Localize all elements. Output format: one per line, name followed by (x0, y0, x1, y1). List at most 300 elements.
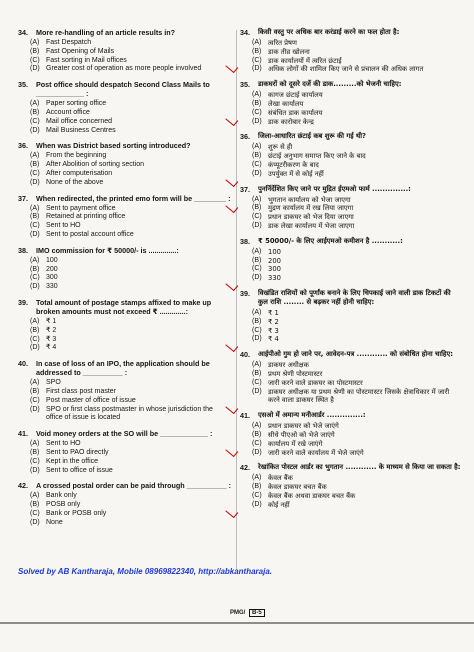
option-text: After computerisation (46, 169, 113, 177)
option-row (252, 48, 462, 57)
option-text: Bank or POSB only (46, 509, 107, 517)
option-label: (A) (30, 152, 40, 160)
option-row (30, 327, 236, 336)
option-label: (A) (30, 100, 40, 108)
question-heading (18, 141, 236, 150)
option-label: (D) (252, 221, 262, 229)
option-row (252, 274, 462, 283)
option-row (252, 422, 462, 431)
option-text: 100 (268, 247, 281, 256)
option-text: डाकघर अधीक्षक या प्रथम श्रेणी का पोस्टमास्टर जिसके क्षेत्राधिकार में जारी करने वाला डाकघर स्थित है (268, 387, 450, 405)
option-label: (A) (252, 247, 262, 255)
option-text: केवल बैंक अथवा डाकघर बचत बैंक (268, 491, 356, 500)
option-label: (D) (252, 500, 262, 508)
option-label: (B) (252, 430, 262, 438)
question-heading (240, 350, 462, 359)
option-row (252, 492, 462, 501)
option-row (252, 265, 462, 274)
question-number: 34. (18, 28, 28, 37)
option-label: (B) (30, 265, 40, 273)
option-text: Sent to HO (46, 440, 81, 448)
option-text: ₹ 4 (268, 335, 279, 344)
option-list (252, 309, 462, 344)
option-label: (D) (30, 466, 40, 474)
option-row (30, 205, 236, 214)
option-row (30, 65, 236, 74)
option-text: 200 (268, 256, 281, 265)
option-label: (C) (30, 335, 40, 343)
option-label: (A) (30, 379, 40, 387)
option-row (30, 274, 236, 283)
option-row (30, 283, 236, 292)
option-label: (C) (252, 265, 262, 273)
option-label: (C) (252, 108, 262, 116)
option-label: (B) (252, 483, 262, 491)
option-text: डाक तीव्र खोलना (268, 47, 310, 56)
option-text: संबंधित डाक कार्यालय (268, 108, 323, 117)
option-row (30, 257, 236, 266)
option-row (252, 118, 462, 127)
option-text: जारी करने वाले डाकघर का पोस्टमास्टर (268, 378, 363, 387)
option-label: (D) (30, 178, 40, 186)
option-text: प्रधान डाकघर को भेजे जाएंगे (268, 422, 339, 431)
option-row (30, 467, 236, 476)
option-label: (B) (252, 99, 262, 107)
question-number: 40. (240, 350, 250, 360)
option-label: (D) (252, 274, 262, 282)
option-label: (D) (30, 344, 40, 352)
option-row (30, 152, 236, 161)
option-label: (D) (252, 65, 262, 73)
question-block (18, 194, 236, 240)
option-row (30, 458, 236, 467)
option-text: जारी करने वाले कार्यालय में भेजे जाएंगे (268, 448, 364, 457)
option-text: ₹ 3 (46, 335, 57, 343)
option-row (252, 327, 462, 336)
question-text: A crossed postal order can be paid through __________ : (36, 481, 232, 491)
question-heading (240, 289, 462, 307)
option-text: छंटाई अनुभाग समाप्त किए जाने के बाद (268, 152, 366, 161)
option-label: (A) (252, 91, 262, 99)
question-number: 38. (18, 245, 28, 255)
option-label: (A) (30, 492, 40, 500)
option-text: Retained at printing office (46, 213, 126, 221)
option-row (252, 361, 462, 370)
option-row (252, 388, 462, 406)
question-number: 41. (18, 429, 28, 439)
question-text: Total amount of postage stamps affixed to make up broken amounts must not exceed ₹ .............: (36, 297, 212, 316)
question-number: 35. (240, 80, 250, 90)
option-text: Mail Business Centres (46, 126, 116, 134)
question-block (18, 429, 236, 475)
option-row (30, 266, 236, 275)
option-text: कंप्यूटरीकरण के बाद (268, 160, 319, 169)
question-heading (240, 237, 462, 246)
option-label: (B) (30, 108, 40, 116)
question-text: Void money orders at the SO will be ____________ : (36, 429, 213, 439)
option-label: (B) (30, 47, 40, 55)
question-text: रेखांकित पोस्टल आर्डर का भुगतान ............ के माध्यम से किया जा सकता है: (258, 463, 461, 472)
question-text: एसओ में अमान्य मनीआर्डर ..............: (258, 411, 366, 420)
option-label: (A) (30, 204, 40, 212)
option-label: (B) (252, 317, 262, 325)
option-text: Sent to postal account office (46, 230, 134, 238)
question-number: 36. (240, 132, 250, 142)
option-row (252, 370, 462, 379)
option-label: (D) (252, 335, 262, 343)
option-row (30, 501, 236, 510)
option-text: 330 (46, 283, 58, 291)
question-text: पुनर्निर्देशित किए जाने पर मुद्रित ईएमओ फार्म ..............: (258, 184, 411, 193)
option-row (30, 57, 236, 66)
question-heading (240, 132, 462, 141)
question-number: 36. (18, 141, 28, 151)
option-row (252, 440, 462, 449)
scan-edge (0, 622, 474, 624)
option-text: ₹ 1 (46, 317, 57, 325)
option-row (30, 213, 236, 222)
question-block (18, 141, 236, 187)
option-row (252, 483, 462, 492)
question-text: डाकघरों को दूसरे दर्जे की डाक.........को भेजनी चाहिए: (258, 80, 402, 89)
option-label: (A) (30, 317, 40, 325)
option-text: Fast sorting in Mail offices (46, 56, 127, 64)
option-text: केवल बैंक (268, 474, 293, 483)
option-row (30, 170, 236, 179)
option-text: ₹ 3 (268, 326, 279, 335)
question-block (18, 28, 236, 74)
option-row (252, 204, 462, 213)
option-text: लेखा कार्यालय (268, 99, 304, 108)
question-text: When redirected, the printed emo form will be ________ : (36, 193, 231, 203)
option-row (30, 100, 236, 109)
option-label: (C) (252, 56, 262, 64)
option-text: Account office (46, 108, 90, 116)
option-row (30, 318, 236, 327)
option-text: ₹ 2 (268, 317, 279, 326)
option-row (252, 91, 462, 100)
option-row (252, 222, 462, 231)
option-row (30, 231, 236, 240)
option-text: None (46, 518, 63, 526)
option-text: First class post master (46, 387, 117, 395)
option-list (30, 100, 236, 135)
option-text: ₹ 2 (46, 326, 57, 334)
option-list (30, 318, 236, 353)
option-row (30, 388, 236, 397)
option-list (252, 196, 462, 231)
question-number: 39. (240, 288, 250, 298)
option-label: (C) (252, 439, 262, 447)
option-row (252, 379, 462, 388)
option-row (30, 39, 236, 48)
option-text: ₹ 4 (46, 344, 57, 352)
option-list (30, 39, 236, 74)
question-text: विखंडित राशियों को पूर्णांक बनाने के लिए चिपकाई जाने वाली डाक टिकटों की कुल राशि ........ से बढ़कर नहीं होनी चाहिए: (258, 288, 451, 306)
question-heading (240, 185, 462, 194)
option-row (30, 519, 236, 528)
question-number: 41. (240, 411, 250, 421)
option-row (252, 143, 462, 152)
option-row (30, 222, 236, 231)
option-text: 200 (46, 265, 58, 273)
option-text: Kept in the office (46, 457, 99, 465)
option-label: (C) (252, 160, 262, 168)
option-list (30, 205, 236, 240)
option-row (30, 379, 236, 388)
option-list (252, 143, 462, 178)
question-block (240, 28, 462, 74)
option-text: भुगतान कार्यालय को भेजा जाएगा (268, 195, 351, 204)
question-heading (18, 194, 236, 203)
option-row (30, 510, 236, 519)
question-number: 40. (18, 359, 28, 369)
option-text: प्रधान डाकघर को भेज दिया जाएगा (268, 213, 354, 222)
question-block (240, 132, 462, 178)
option-row (252, 161, 462, 170)
question-number: 42. (240, 463, 250, 473)
option-row (30, 440, 236, 449)
option-row (252, 335, 462, 344)
option-label: (B) (30, 326, 40, 334)
question-block (240, 411, 462, 457)
option-label: (D) (252, 169, 262, 177)
option-text: 330 (268, 274, 281, 283)
question-block (240, 463, 462, 509)
option-label: (A) (252, 474, 262, 482)
option-text: कार्यालय में रखे जाएंगे (268, 439, 323, 448)
question-heading (18, 429, 236, 438)
option-row (30, 449, 236, 458)
option-row (252, 152, 462, 161)
option-label: (B) (252, 152, 262, 160)
option-list (30, 492, 236, 527)
question-heading (18, 28, 236, 37)
option-label: (C) (252, 491, 262, 499)
option-text: Sent to payment office (46, 204, 116, 212)
question-heading (240, 28, 462, 37)
option-label: (A) (30, 256, 40, 264)
option-label: (D) (252, 387, 262, 395)
column-divider (236, 30, 237, 570)
option-text: Greater cost of operation as more people involved (46, 65, 202, 73)
option-label: (B) (30, 501, 40, 509)
option-text: POSB only (46, 501, 81, 509)
question-text: आईपीओ गुम हो जाने पर, आवेदन-पत्र ............ को संबोधित होना चाहिए: (258, 350, 453, 359)
option-row (30, 397, 236, 406)
option-list (30, 152, 236, 187)
option-list (30, 440, 236, 475)
option-list (30, 257, 236, 292)
option-label: (C) (252, 378, 262, 386)
option-row (252, 449, 462, 458)
option-text: कागज छंटाई कार्यालय (268, 91, 323, 100)
option-text: Mail office concerned (46, 117, 113, 125)
option-row (252, 318, 462, 327)
option-text: Post master of office of issue (46, 396, 136, 404)
option-row (252, 248, 462, 257)
option-text: शुरू से ही (268, 143, 293, 152)
option-text: डाक कारोबार केन्द्र (268, 117, 314, 126)
option-text: Sent to office of issue (46, 466, 113, 474)
option-label: (B) (30, 213, 40, 221)
option-text: उपर्युक्त में से कोई नहीं (268, 169, 324, 178)
question-heading (18, 298, 236, 316)
question-text: IMO commission for ₹ 50000/- is ..............: (36, 245, 179, 255)
option-row (252, 474, 462, 483)
question-heading (240, 80, 462, 89)
option-label: (C) (30, 509, 40, 517)
option-label: (C) (252, 326, 262, 334)
option-label: (C) (30, 274, 40, 282)
option-label: (B) (252, 204, 262, 212)
question-block (18, 246, 236, 292)
question-text: In case of loss of an IPO, the application should be addressed to __________ : (36, 359, 210, 378)
page-code (230, 610, 265, 616)
option-list (252, 422, 462, 457)
option-text: त्वरित प्रेषण (268, 39, 297, 47)
option-text: मुद्रण कार्यालय में रख लिया जाएगा (268, 204, 354, 213)
option-row (252, 170, 462, 179)
option-text: प्रथम श्रेणी पोस्टमास्टर (268, 369, 323, 378)
question-number: 37. (240, 184, 250, 194)
question-block (240, 289, 462, 344)
option-label: (C) (30, 457, 40, 465)
option-label: (D) (252, 448, 262, 456)
option-row (30, 406, 236, 424)
option-row (30, 161, 236, 170)
option-label: (D) (252, 117, 262, 125)
question-text: ₹ 50000/- के लिए आईएमओ कमीशन है ...........: (258, 236, 403, 245)
option-row (30, 48, 236, 57)
question-number: 34. (240, 28, 250, 37)
option-list (30, 379, 236, 423)
option-row (252, 501, 462, 510)
option-text: 300 (46, 274, 58, 282)
question-heading (18, 80, 236, 98)
option-label: (C) (252, 213, 262, 221)
question-heading (18, 359, 236, 377)
option-text: Bank only (46, 492, 77, 500)
option-row (252, 257, 462, 266)
option-text: डाक लेखा कार्यालय में भेजा जाएगा (268, 221, 355, 230)
option-row (30, 118, 236, 127)
option-text: ₹ 1 (268, 308, 279, 317)
option-list (252, 39, 462, 74)
option-text: Sent to HO (46, 222, 81, 230)
option-label: (C) (30, 396, 40, 404)
option-label: (C) (30, 169, 40, 177)
option-text: सीधे पीएओ को भेजे जाएंगे (268, 430, 335, 439)
option-row (30, 492, 236, 501)
question-text: More re-handling of an article results in? (36, 28, 175, 37)
option-text: None of the above (46, 178, 104, 186)
option-label: (B) (30, 448, 40, 456)
option-label: (A) (252, 308, 262, 316)
question-heading (240, 411, 462, 420)
question-number: 38. (240, 236, 250, 246)
option-label: (A) (30, 440, 40, 448)
option-text: SPO (46, 379, 61, 387)
option-label: (A) (252, 39, 262, 46)
option-text: Sent to PAO directly (46, 448, 109, 456)
option-row (30, 344, 236, 353)
option-row (30, 179, 236, 188)
option-label: (B) (30, 161, 40, 169)
option-row (30, 127, 236, 136)
option-label: (D) (30, 230, 40, 238)
option-list (252, 361, 462, 405)
option-row (252, 65, 462, 74)
option-list (252, 474, 462, 509)
question-number: 42. (18, 481, 28, 491)
question-number: 37. (18, 193, 28, 203)
question-number: 35. (18, 80, 28, 90)
option-text: After Abolition of sorting section (46, 161, 145, 169)
option-label: (A) (30, 39, 40, 46)
option-label: (C) (30, 56, 40, 64)
option-label: (A) (252, 143, 262, 151)
option-text: Fast Despatch (46, 39, 92, 46)
option-row (252, 39, 462, 48)
option-row (30, 109, 236, 118)
option-text: डाक कार्यालयों में त्वरित छंटाई (268, 56, 342, 65)
hindi-column (240, 28, 462, 515)
question-text: Post office should despatch Second Class Mails to ____________ : (36, 80, 210, 99)
option-text: Paper sorting office (46, 100, 107, 108)
question-block (240, 80, 462, 126)
english-column (18, 28, 236, 533)
question-block (240, 237, 462, 283)
question-heading (18, 481, 236, 490)
question-heading (240, 463, 462, 472)
option-label: (B) (252, 47, 262, 55)
option-label: (B) (30, 387, 40, 395)
page-code-prefix: PMG/ (230, 610, 246, 616)
option-row (252, 100, 462, 109)
option-text: अधिक लोगों की शामिल किए जाने से प्रचालन की अधिक लागत (268, 65, 424, 74)
option-label: (A) (252, 422, 262, 430)
option-list (252, 248, 462, 283)
page-code-box: B-5 (249, 609, 265, 617)
option-label: (C) (30, 117, 40, 125)
question-block (18, 80, 236, 135)
option-text: SPO or first class postmaster in whose jurisdiction the office of issue is located (46, 405, 213, 422)
question-text: किसी वस्तु पर अधिक बार करंडाई करने का फल होता है: (258, 28, 400, 36)
option-text: केवल डाकघर बचत बैंक (268, 483, 327, 492)
option-label: (A) (252, 195, 262, 203)
question-number: 39. (18, 297, 28, 307)
option-label: (D) (30, 126, 40, 134)
option-row (30, 336, 236, 345)
option-text: 300 (268, 265, 281, 274)
question-text: जिला-आधारित छंटाई कब शुरू की गई थी? (258, 132, 366, 141)
option-label: (C) (30, 222, 40, 230)
solver-credit: Solved by AB Kantharaja, Mobile 08969822340, http://abkantharaja. (18, 567, 273, 576)
option-label: (B) (252, 256, 262, 264)
option-row (252, 431, 462, 440)
option-text: डाकघर अधीक्षक (268, 361, 309, 370)
option-row (252, 213, 462, 222)
option-label: (B) (252, 369, 262, 377)
question-block (18, 481, 236, 527)
option-text: कोई नहीं (268, 500, 290, 509)
question-block (240, 350, 462, 405)
option-label: (A) (252, 361, 262, 369)
question-block (18, 359, 236, 423)
question-heading (18, 246, 236, 255)
option-text: 100 (46, 256, 58, 264)
